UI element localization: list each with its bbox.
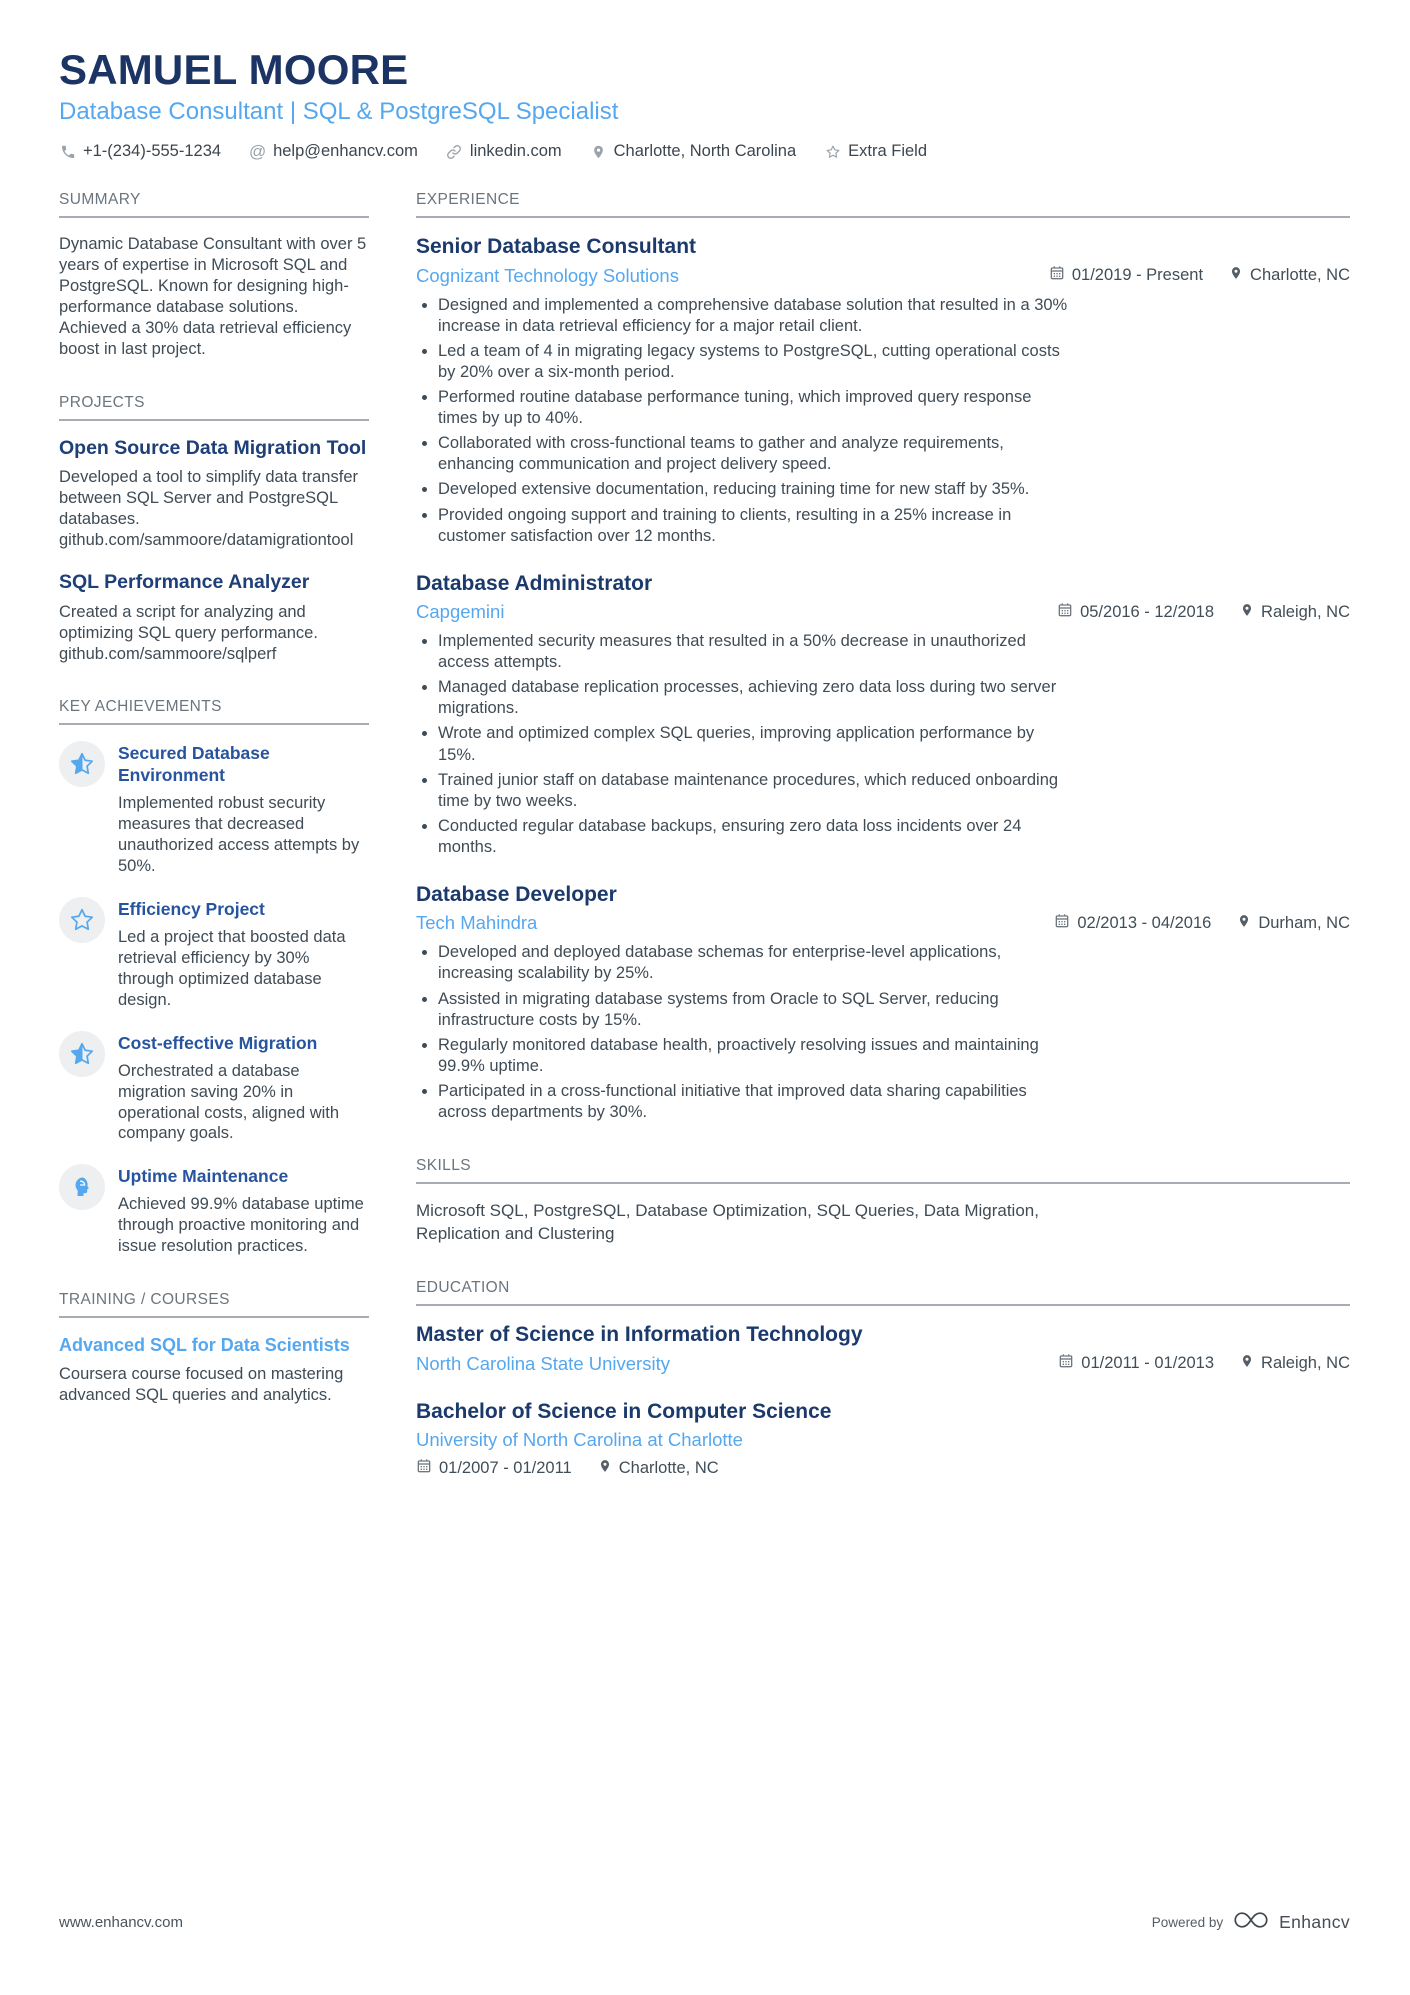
bullet-item: • Participated in a cross-functional initiative that improved data sharing capabilities across departments by 30%. (438, 1081, 1070, 1123)
degree-title: Bachelor of Science in Computer Science (416, 1399, 832, 1423)
achievement-item (59, 1164, 369, 1257)
job-location-text: Durham, NC (1258, 913, 1350, 932)
job-title: Database Administrator (416, 571, 653, 595)
company-name: Cognizant Technology Solutions (416, 264, 679, 286)
bullet-item: • Trained junior staff on database maintenance procedures, which reduced onboarding time by two weeks. (438, 770, 1070, 812)
location-pin-icon (1229, 265, 1243, 286)
contact-linkedin[interactable] (446, 142, 562, 161)
education-date-text: 01/2007 - 01/2011 (439, 1458, 572, 1477)
bullet-item: • Led a team of 4 in migrating legacy systems to PostgreSQL, cutting operational costs by 20% over a six-month period. (438, 341, 1070, 383)
achievement-text: Orchestrated a database migration saving 20% in operational costs, aligned with company goals. (118, 1061, 340, 1143)
school-name: North Carolina State University (416, 1352, 670, 1374)
location-pin-icon (1237, 913, 1251, 934)
education-dates (1058, 1353, 1214, 1374)
achievement-title: Uptime Maintenance (118, 1166, 289, 1187)
education-heading: EDUCATION (416, 1279, 1350, 1306)
bullet-item: • Wrote and optimized complex SQL queries, improving application performance by 15%. (438, 723, 1070, 765)
calendar-icon (1054, 913, 1070, 934)
education-date-text: 01/2011 - 01/2013 (1081, 1354, 1215, 1373)
education-entry (416, 1399, 1350, 1479)
star-icon (824, 143, 841, 160)
summary-text: Dynamic Database Consultant with over 5 years of expertise in Microsoft SQL and PostgreSQL. Known for designing high-performance database solutions. Achieved a 30% data retrieval efficiency boost in last project. (59, 235, 367, 359)
achievement-text: Achieved 99.9% database uptime through proactive monitoring and issue resolution practices. (118, 1195, 364, 1256)
achievement-item (59, 741, 369, 877)
page-title: SAMUEL MOORE (59, 46, 409, 93)
half-star-icon (59, 741, 105, 787)
job-title: Database Developer (416, 883, 617, 907)
education-dates (416, 1458, 572, 1479)
powered-by-label: Powered by (1151, 1915, 1224, 1930)
job-dates (1054, 913, 1211, 934)
contact-phone[interactable] (59, 142, 221, 161)
job-bullets (416, 942, 1350, 1123)
project-item (59, 437, 369, 551)
bullet-item: • Conducted regular database backups, ensuring zero data loss incidents over 24 months. (438, 816, 1070, 858)
achievement-text: Implemented robust security measures that decreased unauthorized access attempts by 50%. (118, 794, 360, 876)
bullet-item: • Regularly monitored database health, proactively resolving issues and maintaining 99.9% uptime. (438, 1035, 1070, 1077)
job-dates (1057, 602, 1214, 623)
job-dates (1049, 265, 1203, 286)
projects-heading: PROJECTS (59, 394, 369, 421)
footer (59, 1910, 1350, 1935)
calendar-icon (1057, 602, 1073, 623)
degree-title: Master of Science in Information Technology (416, 1323, 863, 1347)
job-date-text: 02/2013 - 04/2016 (1077, 913, 1212, 932)
contact-email-text: help@enhancv.com (273, 142, 418, 161)
location-pin-icon (1240, 1353, 1254, 1374)
achievement-item (59, 897, 369, 1011)
achievement-item (59, 1031, 369, 1145)
skills-heading: SKILLS (416, 1157, 1350, 1184)
school-name: University of North Carolina at Charlotte (416, 1428, 743, 1450)
bullet-item: • Managed database replication processes, achieving zero data loss during two server migrations. (438, 677, 1070, 719)
header (59, 46, 1350, 161)
brand-name: Enhancv (1279, 1912, 1350, 1932)
job-location-text: Raleigh, NC (1261, 602, 1350, 621)
job-location (1237, 913, 1350, 934)
bullet-item: • Developed extensive documentation, reducing training time for new staff by 35%. (438, 479, 1070, 500)
right-column (416, 191, 1350, 1513)
course-description: Coursera course focused on mastering advanced SQL queries and analytics. (59, 1364, 344, 1404)
contact-extra-field (824, 142, 927, 161)
contact-location-text: Charlotte, North Carolina (613, 142, 797, 161)
education-location-text: Raleigh, NC (1261, 1354, 1350, 1373)
location-pin-icon (590, 143, 607, 160)
link-icon (446, 143, 463, 160)
bullet-item: • Implemented security measures that resulted in a 50% decrease in unauthorized access attempts. (438, 631, 1070, 673)
bullet-item: • Developed and deployed database schemas for enterprise-level applications, increasing scalability by 25%. (438, 942, 1070, 984)
course-title: Advanced SQL for Data Scientists (59, 1335, 350, 1356)
job-bullets (416, 631, 1350, 858)
location-pin-icon (1240, 602, 1254, 623)
contact-email[interactable] (249, 142, 418, 161)
education-location (1240, 1353, 1350, 1374)
job-location (1240, 602, 1350, 623)
bullet-item: • Performed routine database performance tuning, which improved query response times by up to 40%. (438, 387, 1070, 429)
achievement-title: Cost-effective Migration (118, 1032, 318, 1053)
experience-section (416, 191, 1350, 1123)
project-description: Created a script for analyzing and optimizing SQL query performance. github.com/sammoore/sqlperf (59, 602, 318, 663)
bullet-item: • Collaborated with cross-functional teams to gather and analyze requirements, enhancing communication and project delivery speed. (438, 433, 1070, 475)
job-location (1229, 265, 1350, 286)
project-title: SQL Performance Analyzer (59, 571, 310, 594)
job-location-text: Charlotte, NC (1250, 266, 1350, 285)
skills-section (416, 1157, 1350, 1245)
phone-icon (59, 143, 76, 160)
half-star-icon (59, 1031, 105, 1077)
achievement-text: Led a project that boosted data retrieval efficiency by 30% through optimized database design. (118, 927, 346, 1009)
contact-phone-text: +1-(234)-555-1234 (83, 142, 222, 161)
enhancv-logo-icon (1234, 1910, 1268, 1935)
experience-entry (416, 234, 1350, 546)
contact-location (590, 142, 797, 161)
project-title: Open Source Data Migration Tool (59, 437, 367, 460)
experience-entry (416, 882, 1350, 1123)
left-column (59, 191, 369, 1513)
powered-by[interactable] (1152, 1910, 1350, 1935)
job-date-text: 01/2019 - Present (1071, 266, 1204, 285)
calendar-icon (1058, 1353, 1074, 1374)
calendar-icon (416, 1458, 432, 1479)
job-date-text: 05/2016 - 12/2018 (1080, 602, 1215, 621)
footer-site-link[interactable]: www.enhancv.com (59, 1914, 183, 1931)
headline: Database Consultant | SQL & PostgreSQL Specialist (59, 98, 619, 126)
training-heading: TRAINING / COURSES (59, 1291, 369, 1318)
achievements-heading: KEY ACHIEVEMENTS (59, 698, 369, 725)
company-name: Tech Mahindra (416, 912, 538, 934)
projects-section (59, 394, 369, 664)
achievement-title: Secured Database Environment (118, 743, 270, 786)
company-name: Capgemini (416, 601, 505, 622)
education-section (416, 1279, 1350, 1479)
summary-section (59, 191, 369, 360)
calendar-icon (1049, 265, 1065, 286)
training-section (59, 1291, 369, 1405)
location-pin-icon (598, 1458, 612, 1479)
summary-heading: SUMMARY (59, 191, 369, 218)
bullet-item: • Designed and implemented a comprehensive database solution that resulted in a 30% increase in data retrieval efficiency for a major retail client. (438, 295, 1070, 337)
contact-linkedin-text: linkedin.com (469, 142, 562, 161)
education-entry (416, 1322, 1350, 1374)
contact-extra-text: Extra Field (848, 142, 927, 161)
education-location (598, 1458, 719, 1479)
experience-entry (416, 571, 1350, 858)
bullet-item: • Assisted in migrating database systems from Oracle to SQL Server, reducing infrastructure costs by 15%. (438, 989, 1070, 1031)
achievements-section (59, 698, 369, 1257)
at-icon: @ (248, 142, 267, 162)
star-outline-icon (59, 897, 105, 943)
education-location-text: Charlotte, NC (618, 1458, 719, 1477)
skills-list: Microsoft SQL, PostgreSQL, Database Optimization, SQL Queries, Data Migration, Replication and Clustering (416, 1201, 1039, 1243)
project-description: Developed a tool to simplify data transfer between SQL Server and PostgreSQL databases. github.com/sammoore/datamigrationtool (59, 468, 358, 550)
experience-heading: EXPERIENCE (416, 191, 1350, 218)
project-item (59, 571, 369, 664)
bullet-item: • Provided ongoing support and training to clients, resulting in a 25% increase in customer satisfaction over 12 months. (438, 505, 1070, 547)
content-columns (59, 191, 1350, 1513)
achievement-title: Efficiency Project (118, 899, 265, 920)
job-title: Senior Database Consultant (416, 235, 697, 259)
head-brain-icon (59, 1164, 105, 1210)
job-bullets (416, 295, 1350, 547)
contact-row (59, 142, 1350, 161)
